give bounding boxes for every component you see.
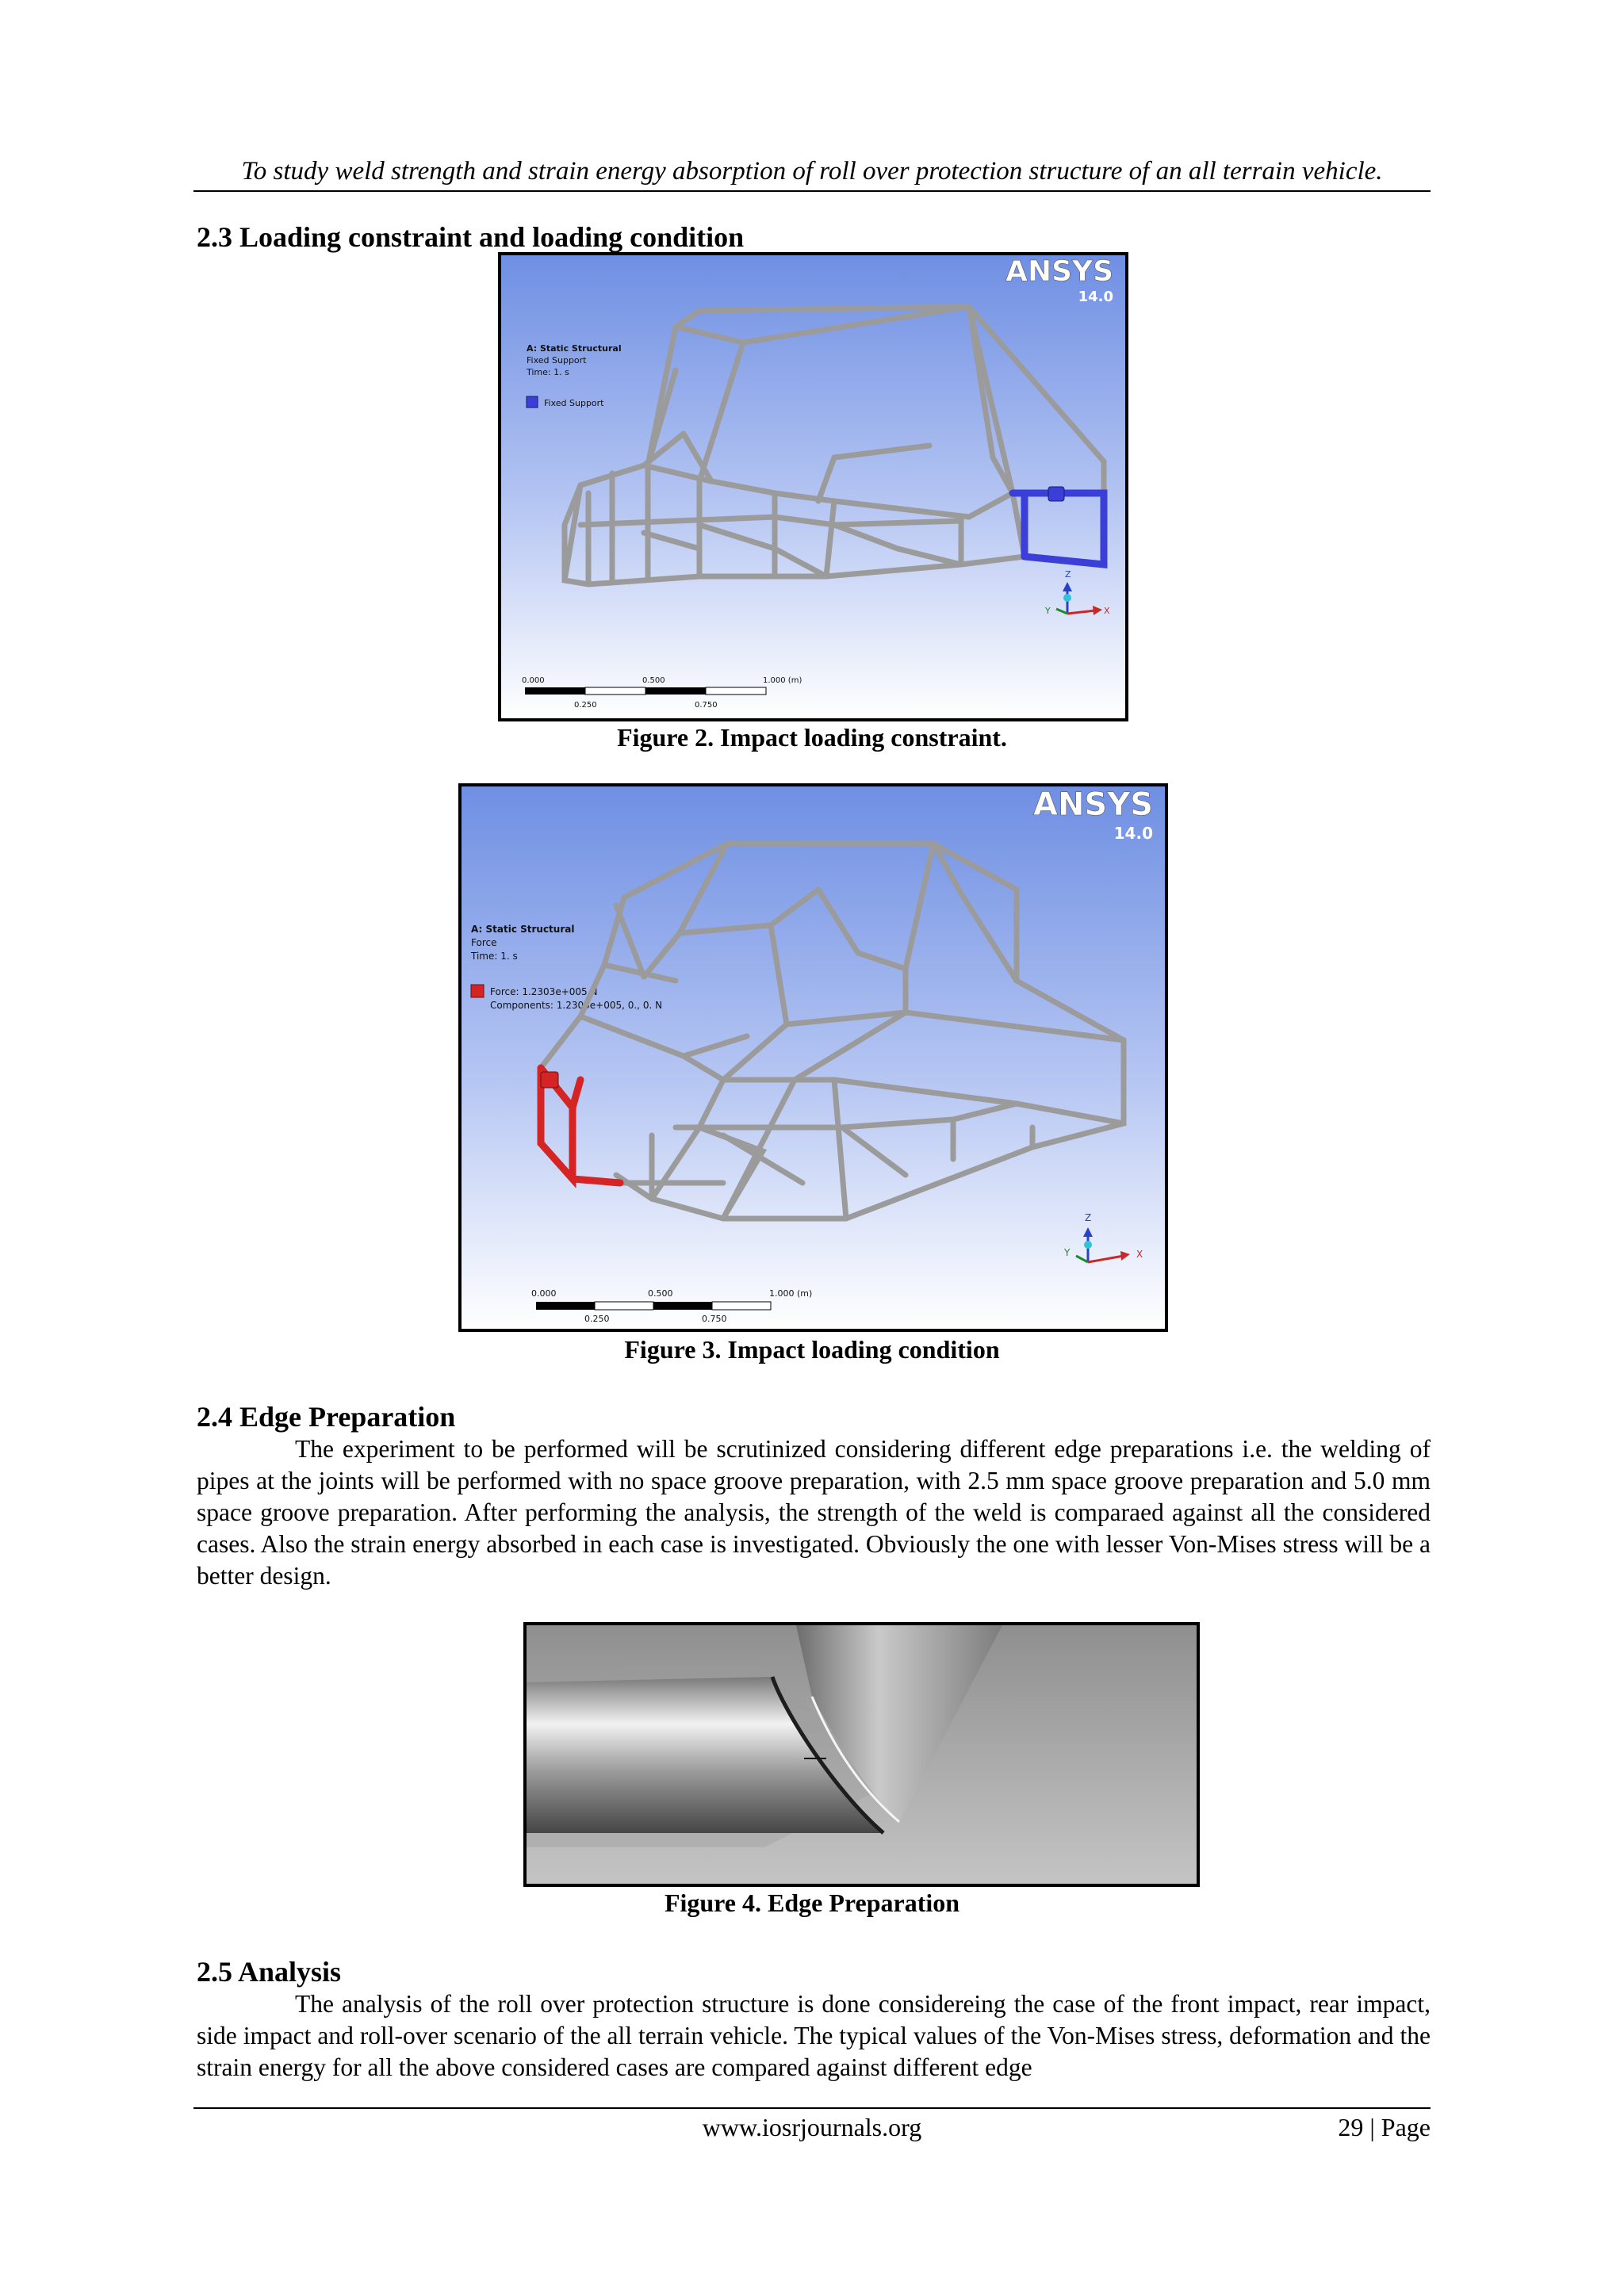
axis-z-label: Z: [1065, 569, 1071, 580]
figure-4-caption: Figure 4. Edge Preparation: [664, 1888, 960, 1917]
header-rule: [193, 190, 1431, 192]
scale-500: 0.500: [642, 676, 665, 685]
analysis-title: A: Static Structural: [471, 924, 575, 935]
scale-0: 0.000: [531, 1288, 557, 1299]
legend-label: Fixed Support: [544, 398, 604, 408]
legend-swatch: [471, 985, 484, 997]
scale-750: 0.750: [695, 701, 718, 710]
figure-3-image: [458, 783, 1168, 1332]
axis-x-label: X: [1136, 1249, 1143, 1260]
figure-3-svg: [462, 786, 1165, 1329]
figure-4-image: [523, 1622, 1200, 1887]
scale-250: 0.250: [574, 701, 597, 710]
scale-500: 0.500: [648, 1288, 673, 1299]
legend-swatch: [527, 396, 538, 408]
analysis-title: A: Static Structural: [527, 343, 622, 354]
footer-rule: [193, 2107, 1431, 2109]
analysis-time: Time: 1. s: [527, 367, 569, 377]
paragraph-2-4: The experiment to be performed will be scrutinized considering different edge preparations i.e. the welding of pipes at the joints will be performed with no space groove preparation, with 2.5 mm space groove preparation and 5.0 mm space groove preparation. After performing the analysis, the strength of the weld is comparaed against all the considered cases. Also the strain energy absorbed in each case is investigated. Obviously the one with lesser Von-Mises stress will be a better design.: [197, 1435, 1431, 1590]
axis-z-label: Z: [1085, 1212, 1092, 1223]
running-header: To study weld strength and strain energy absorption of roll over protection structure of an all terrain vehicle.: [241, 157, 1383, 186]
section-heading-2-4: 2.4 Edge Preparation: [197, 1401, 456, 1433]
analysis-time: Time: 1. s: [471, 951, 518, 962]
force-marker: [541, 1072, 558, 1088]
ansys-logo: ANSYS: [1005, 255, 1113, 288]
scale-750: 0.750: [702, 1314, 727, 1324]
legend-force: Force: 1.2303e+005 N: [490, 986, 598, 997]
ansys-logo: ANSYS: [1032, 786, 1153, 823]
analysis-type: Force: [471, 937, 497, 948]
paragraph-2-5: The analysis of the roll over protection structure is done considereing the case of the front impact, rear impact, side impact and roll-over scenario of the all terrain vehicle. The typical values of the Von-Mises stress, deformation and the strain energy for all the above considered cases are compared against different edge: [197, 1990, 1431, 2081]
scale-0: 0.000: [522, 676, 545, 685]
footer-website: www.iosrjournals.org: [702, 2113, 922, 2141]
figure-2-caption: Figure 2. Impact loading constraint.: [617, 723, 1007, 752]
legend-components: Components: 1.2303e+005, 0., 0. N: [490, 1000, 663, 1011]
figure-4-svg: [527, 1625, 1197, 1884]
figure-2-svg: [501, 255, 1125, 718]
analysis-type: Fixed Support: [527, 355, 587, 365]
ansys-version: 14.0: [1113, 824, 1153, 843]
footer-page-number: 29 | Page: [1338, 2113, 1431, 2141]
ansys-version: 14.0: [1078, 289, 1113, 305]
axis-y-label: Y: [1045, 606, 1051, 616]
axis-y-label: Y: [1064, 1247, 1071, 1258]
axis-x-label: X: [1104, 606, 1110, 616]
section-heading-2-5: 2.5 Analysis: [197, 1956, 342, 1988]
scale-1000: 1.000 (m): [763, 676, 802, 685]
section-heading-2-3: 2.3 Loading constraint and loading condition: [197, 221, 745, 253]
figure-2-image: [498, 252, 1128, 721]
viewport-background: [462, 786, 1165, 1329]
figure-3-caption: Figure 3. Impact loading condition: [624, 1335, 1000, 1364]
scale-250: 0.250: [584, 1314, 610, 1324]
fixed-support-marker: [1048, 487, 1064, 501]
scale-1000: 1.000 (m): [769, 1288, 813, 1299]
viewport-background: [501, 255, 1125, 718]
